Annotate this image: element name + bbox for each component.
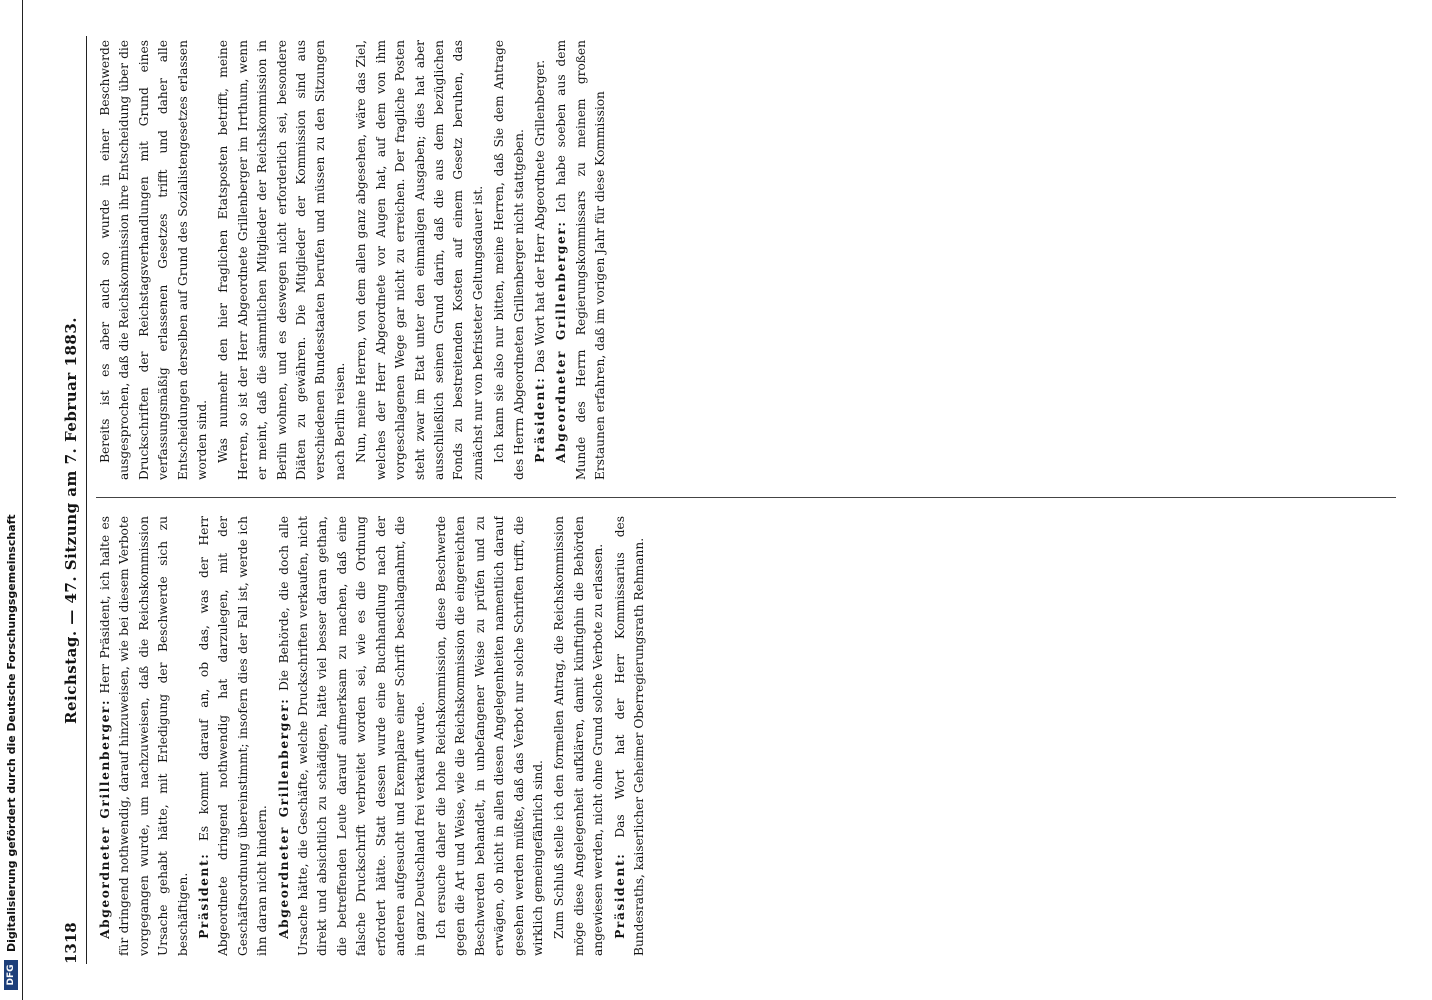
column-divider bbox=[96, 497, 1396, 498]
digitization-credit: Digitalisierung gefördert durch die Deutsche Forschungsgemeinschaft bbox=[4, 514, 18, 952]
digitization-credit-strip bbox=[0, 0, 23, 1000]
paragraph bbox=[432, 516, 548, 956]
speaker-label: Abgeordneter Grillenberger: bbox=[276, 697, 291, 939]
running-title: Reichstag. — 47. Sitzung am 7. Februar 1883. bbox=[62, 317, 80, 724]
speaker-label: Präsident: bbox=[612, 852, 627, 939]
speaker-label: Präsident: bbox=[532, 376, 547, 463]
paragraph bbox=[490, 40, 529, 480]
paragraph-text: Ich habe soeben aus dem Munde des Herrn Regierungskommissars zu meinem großen Erstaunen erfahren, daß im vorigen Jahr für diese Kommission bbox=[554, 40, 608, 480]
paragraph-text: Die Behörde, die doch alle Ursache hätte, die Geschäfte, welche Druckschriften verkaufen, nicht direkt und absichtlich zu schädigen, hätte viel besser daran gethan, die betreffenden Leute darauf aufmerksam zu machen, daß eine falsche Druckschrift verbreitet worden sei, wie es die Ordnung erfordert hätte. Statt dessen wurde eine Buchhandlung nach der anderen aufgesucht und Exemplare einer Schrift beschlagnahmt, die in ganz Deutschland frei verkauft wurde. bbox=[276, 516, 427, 956]
page-number: 1318 bbox=[62, 922, 80, 964]
paragraph bbox=[195, 516, 273, 956]
paragraph-text: Ich ersuche daher die hohe Reichskommission, diese Beschwerde gegen die Art und Weise, wie die Reichskommission die eingereichten Beschwerden behandelt, in unbefangener Weise zu prüfen und zu erwägen, ob nicht in allen diesen Angelegenheiten namentlich darauf gesehen werden müßte, daß das Verbot nur solche Schriften trifft, die wirklich gemeingefährlich sind. bbox=[433, 516, 545, 956]
paragraph bbox=[214, 40, 350, 480]
paragraph-text: Zum Schluß stelle ich den formellen Antrag, die Reichskommission möge diese Angelegenheit aufklären, damit künftighin die Behörden angewiesen werden, nicht ohne Grund solche Verbote zu erlassen. bbox=[552, 516, 606, 956]
paragraph bbox=[552, 40, 610, 480]
paragraph-text: Nun, meine Herren, von dem allen ganz abgesehen, wäre das Ziel, welches der Herr Abgeordnete vor Augen hat, auf dem von ihm vorgeschlagenen Wege gar nicht zu erreichen. Der fragliche Posten steht zwar im Etat unter den einmaligen Ausgaben; dies hat aber ausschließlich seinen Grund darin, daß die aus dem bezüglichen Fonds zu bestreitenden Kosten auf einem Gesetz beruhen, das zunächst nur von befristeter Geltungsdauer ist. bbox=[354, 40, 485, 480]
paragraph-text: Das Wort hat der Herr Kommissarius des Bundesraths, kaiserlicher Geheimer Oberregierungsrath Rehmann. bbox=[612, 516, 646, 956]
speaker-label: Abgeordneter Grillenberger: bbox=[554, 220, 569, 463]
dfg-logo: DFG bbox=[4, 960, 18, 990]
paragraph bbox=[550, 516, 608, 956]
paragraph-text: Es kommt darauf an, ob das, was der Herr Abgeordnete dringend nothwendig hat darzulegen, mit der Geschäftsordnung übereinstimmt; insofern dies der Fall ist, werde ich ihn daran nicht hindern. bbox=[197, 516, 270, 956]
paragraph-text: Bereits ist es aber auch so wurde in einer Beschwerde ausgesprochen, daß die Reichskommission ihre Entscheidung über die Druckschriften der Reichstagsverhandlungen mit Grund eines verfassungsmäßig erlassenen Gesetzes trifft und daher alle Entscheidungen derselben auf Grund des Sozialistengesetzes erlassen worden sind. bbox=[98, 40, 210, 480]
paragraph-text: Das Wort hat der Herr Abgeordnete Grillenberger. bbox=[532, 59, 547, 373]
paragraph bbox=[275, 516, 430, 956]
paragraph-text: Herr Präsident, ich halte es für dringend nothwendig, darauf hinzuweisen, wie bei diesem Verbote vorgegangen wurde, um nachzuweisen, daß die Reichskommission Ursache gehabt hätte, mit Erledigung der Beschwerde sich zu beschäftigen. bbox=[98, 516, 190, 956]
paragraph-text: Was nunmehr den hier fraglichen Etatsposten betrifft, meine Herren, so ist der Herr Abgeordnete Grillenberger im Irrthum, wenn er meint, daß die sämmtlichen Mitglieder der Reichskommission in Berlin wohnen, und es deswegen nicht erforderlich sei, besondere Diäten zu gewähren. Die Mitglieder der Kommission sind aus verschiedenen Bundesstaaten berufen und müssen zu den Sitzungen nach Berlin reisen. bbox=[216, 40, 347, 480]
speaker-label: Abgeordneter Grillenberger: bbox=[98, 698, 112, 939]
left-text-column bbox=[96, 516, 1396, 956]
right-text-column bbox=[96, 40, 1396, 480]
paragraph bbox=[96, 40, 212, 480]
paragraph-text: Ich kann sie also nur bitten, meine Herren, daß Sie dem Antrage des Herrn Abgeordneten Grillenberger nicht stattgeben. bbox=[492, 40, 526, 480]
paragraph bbox=[531, 40, 550, 480]
speaker-label: Präsident: bbox=[197, 852, 212, 939]
page-header bbox=[56, 36, 87, 964]
paragraph bbox=[96, 516, 193, 956]
paragraph bbox=[352, 40, 488, 480]
paragraph bbox=[611, 516, 650, 956]
